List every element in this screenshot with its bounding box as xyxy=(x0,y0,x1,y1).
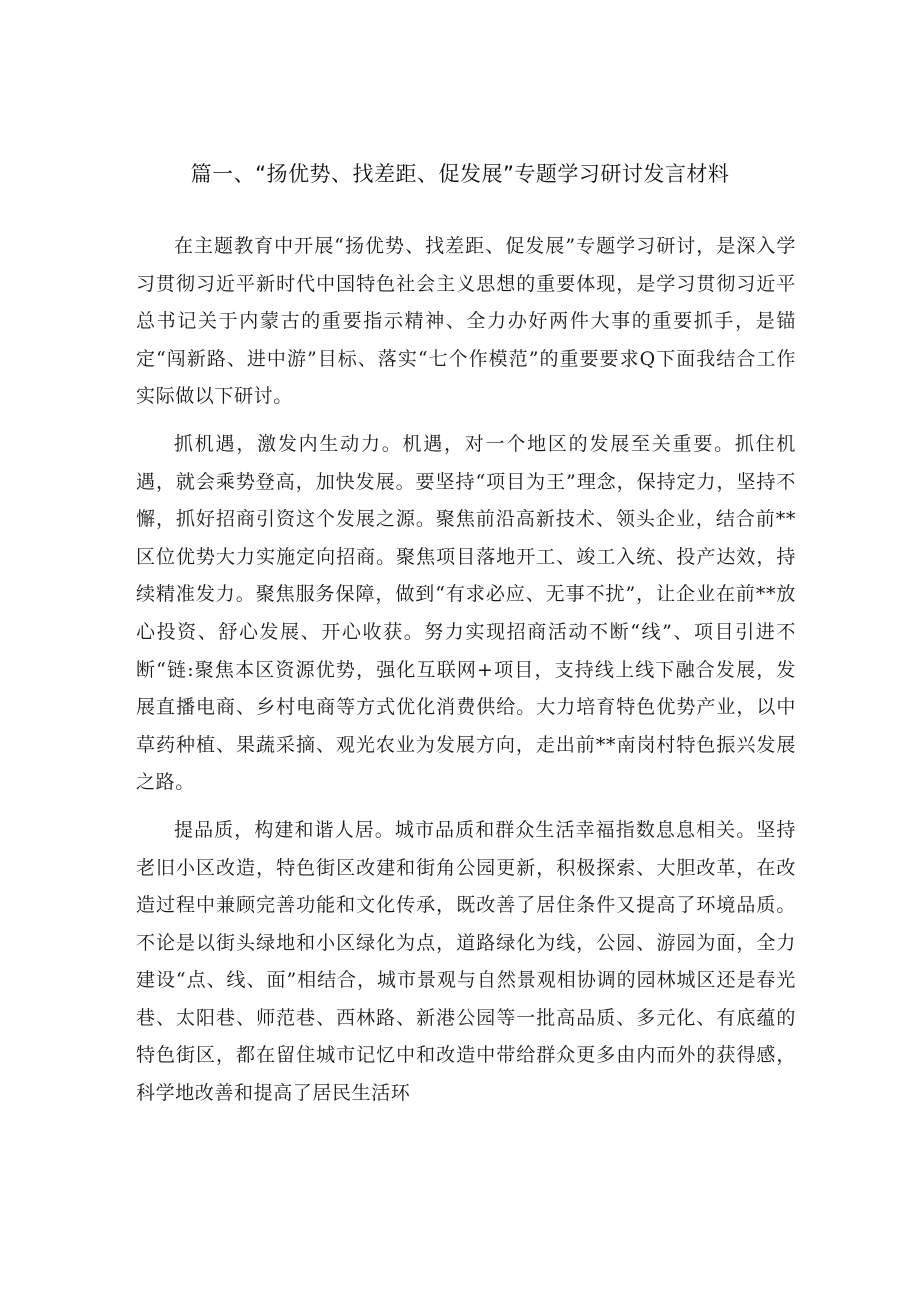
paragraph-intro: 在主题教育中开展“扬优势、找差距、促发展”专题学习研讨，是深入学习贯彻习近平新时代中国特色社会主义思想的重要体现，是学习贯彻习近平总书记关于内蒙古的重要指示精神、全力办好两件大事的重要抓手，是锚定“闯新路、进中游”目标、落实“七个作模范”的重要要求Q下面我结合工作实际做以下研讨。 xyxy=(136,235,796,408)
paragraph-opportunity: 抓机遇，激发内生动力。机遇，对一个地区的发展至关重要。抓住机遇，就会乘势登高，加快发展。要坚持“项目为王”理念，保持定力，坚持不懈，抓好招商引资这个发展之源。聚焦前沿高新技术、领头企业，结合前**区位优势大力实施定向招商。聚焦项目落地开工、竣工入统、投产达效，持续精准发力。聚焦服务保障，做到“有求必应、无事不扰”，让企业在前**放心投资、舒心发展、开心收获。努力实现招商活动不断“线”、项目引进不断“链:聚焦本区资源优势，强化互联网+项目，支持线上线下融合发展，发展直播电商、乡村电商等方式优化消费供给。大力培育特色优势产业，以中草药种植、果蔬采摘、观光农业为发展方向，走出前**南岗村特色振兴发展之路。 xyxy=(136,432,796,794)
paragraph-quality: 提品质，构建和谐人居。城市品质和群众生活幸福指数息息相关。坚持老旧小区改造，特色街区改建和街角公园更新，积极探索、大胆改革，在改造过程中兼顾完善功能和文化传承，既改善了居住条件又提高了环境品质。不论是以街头绿地和小区绿化为点，道路绿化为线，公园、游园为面，全力建设“点、线、面”相结合，城市景观与自然景观相协调的园林城区还是春光巷、太阳巷、师范巷、西林路、新港公园等一批高品质、多元化、有底蕴的特色街区，都在留住城市记忆中和改造中带给群众更多由内而外的获得感，科学地改善和提高了居民生活环 xyxy=(136,818,796,1105)
document-body xyxy=(136,228,796,1123)
document-title: 篇一、“扬优势、找差距、促发展”专题学习研讨发言材料 xyxy=(190,162,730,186)
